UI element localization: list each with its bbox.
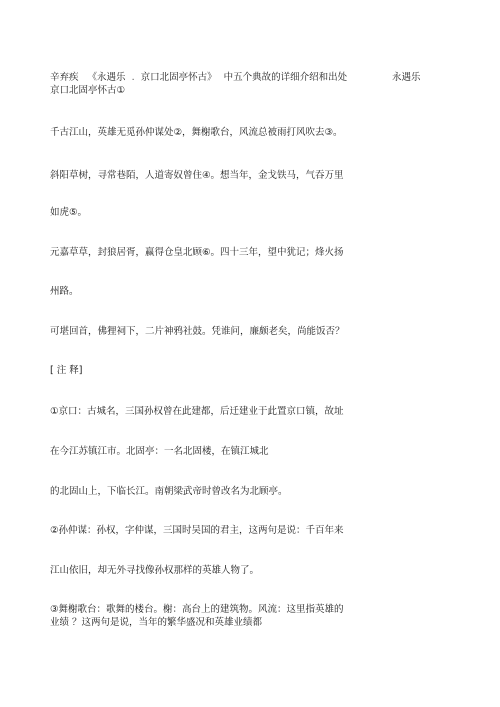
poem-line: 州路。 (50, 286, 79, 297)
poem-line: 如虎⑤。 (50, 207, 88, 218)
doc-title-work-a: 《永遇乐 (87, 72, 126, 83)
poem-line: 可堪回首，佛狸祠下，二片神鸦社鼓。凭谁问，廉颇老矣，尚能饭否？ (50, 326, 345, 337)
note-line: 江山依旧，却无外寻找像孙权那样的英雄人物了。 (50, 565, 260, 576)
poem-line: 千古江山，英雄无觅孙仲谋处②，舞榭歌台，风流总被雨打风吹去③。 (50, 127, 343, 138)
note-line: ②孙仲谋：孙权，字仲谋，三国时吴国的君主，这两句是说：千百年来 (50, 525, 344, 536)
doc-title-line2: 京口北固亭怀古① (50, 85, 126, 96)
notes-heading: [ 注 释] (50, 365, 83, 376)
poem-line: 元嘉草草，封狼居胥，赢得仓皇北顾⑥。四十三年，望中犹记；烽火扬 (50, 247, 344, 258)
note-line: 的北固山上，下临长江。南朝梁武帝时曾改名为北顾亭。 (50, 486, 288, 497)
note-line: ①京口：古城名，三国孙权曾在此建都，后迁建业于此置京口镇，故址 (50, 406, 344, 417)
note-line: 在今江苏镇江市。北固亭：一名北固楼，在镇江城北 (50, 446, 269, 457)
note-line: ③舞榭歌台：歌舞的楼台。榭：高台上的建筑物。风流：这里指英雄的 (50, 604, 344, 615)
note-line: 业绩 ？这两句是说，当年的繁华盛况和英雄业绩都 (50, 617, 263, 628)
doc-title-author: 辛弃疾 (50, 72, 79, 83)
doc-title-separator: . (131, 72, 135, 83)
poem-line: 斜阳草树，寻常巷陌，人道寄奴曾住④。想当年，金戈铁马，气吞万里 (50, 170, 344, 181)
doc-title-rest: 中五个典故的详细介绍和出处 (223, 72, 348, 83)
doc-title-line1 (50, 72, 347, 84)
doc-title-right: 永遇乐 (392, 72, 421, 83)
doc-title-work-b: 京口北固亭怀古》 (140, 72, 217, 83)
